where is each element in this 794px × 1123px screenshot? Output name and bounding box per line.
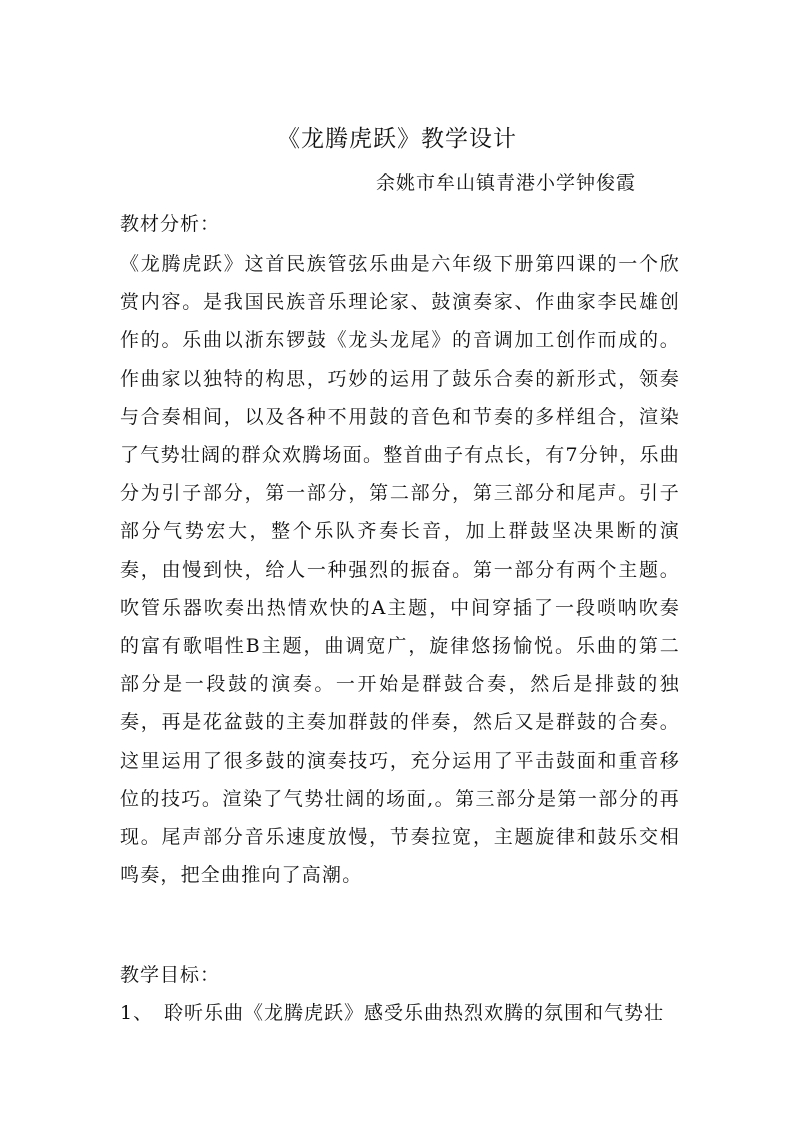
goal-item-text: 聆听乐曲《龙腾虎跃》感受乐曲热烈欢腾的氛围和气势壮: [164, 1002, 665, 1024]
author-line: 余姚市牟山镇青港小学钟俊霞: [375, 172, 636, 194]
section-heading-analysis: 教材分析：: [120, 213, 221, 235]
document-title: 《龙腾虎跃》教学设计: [277, 126, 517, 152]
analysis-paragraph: 《龙腾虎跃》这首民族管弦乐曲是六年级下册第四课的一个欣赏内容。是我国民族音乐理论家、鼓演奏家、作曲家李民雄创作的。乐曲以浙东锣鼓《龙头龙尾》的音调加工创作而成的。作曲家以独特的构思，巧妙的运用了鼓乐合奏的新形式，领奏与合奏相间，以及各种不用鼓的音色和节奏的多样组合，渲染了气势壮阔的群众欢腾场面。整首曲子有点长，有7分钟，乐曲分为引子部分，第一部分，第二部分，第三部分和尾声。引子部分气势宏大，整个乐队齐奏长音，加上群鼓坚决果断的演奏，由慢到快，给人一种强烈的振奋。第一部分有两个主题。吹管乐器吹奏出热情欢快的A主题，中间穿插了一段唢呐吹奏的富有歌唱性B主题，曲调宽广，旋律悠扬愉悦。乐曲的第二部分是一段鼓的演奏。一开始是群鼓合奏，然后是排鼓的独奏，再是花盆鼓的主奏加群鼓的伴奏，然后又是群鼓的合奏。这里运用了很多鼓的演奏技巧，充分运用了平击鼓面和重音移位的技巧。渲染了气势壮阔的场面,。第三部分是第一部分的再现。尾声部分音乐速度放慢，节奏拉宽，主题旋律和鼓乐交相鸣奏，把全曲推向了高潮。: [120, 253, 680, 887]
goal-item-number: 1、: [120, 1002, 154, 1024]
goal-item-1: [120, 998, 680, 1025]
section-heading-goals: 教学目标：: [120, 964, 221, 986]
